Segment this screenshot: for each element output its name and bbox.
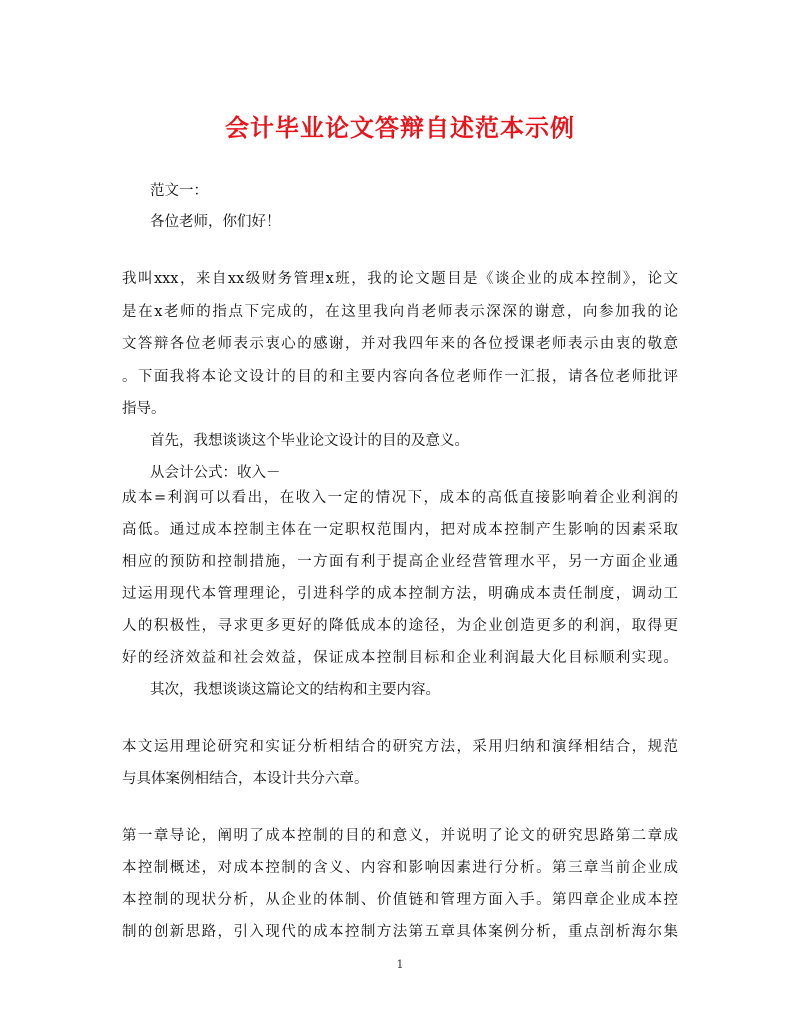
text-line: 过运用现代本管理理论，引进科学的成本控制方法，明确成本责任制度，调动工 <box>122 586 678 602</box>
text-line: 相应的预防和控制措施，一方面有利于提高企业经营管理水平，另一方面企业通 <box>122 554 678 570</box>
text-line: 指导。 <box>122 401 166 417</box>
text-line: 人的积极性，寻求更多更好的降低成本的途径，为企业创造更多的利润，取得更 <box>122 618 678 634</box>
text-line: 高低。通过成本控制主体在一定职权范围内，把对成本控制产生影响的因素采取 <box>122 522 678 538</box>
text-line: 好的经济效益和社会效益，保证成本控制目标和企业利润最大化目标顺利实现。 <box>122 650 678 666</box>
text-line: 从会计公式：收入－ <box>150 465 281 481</box>
text-line: 制的创新思路，引入现代的成本控制方法第五章具体案例分析，重点剖析海尔集 <box>122 924 678 940</box>
text-line: 是在x老师的指点下完成的，在这里我向肖老师表示深深的谢意，向参加我的论 <box>122 304 678 320</box>
text-line: 本控制的现状分析，从企业的体制、价值链和管理方面入手。第四章企业成本控 <box>122 892 678 908</box>
text-line: 文答辩各位老师表示衷心的感谢，并对我四年来的各位授课老师表示由衷的敬意 <box>122 336 678 352</box>
text-line: 其次，我想谈谈这篇论文的结构和主要内容。 <box>150 682 440 698</box>
text-line: 本文运用理论研究和实证分析相结合的研究方法，采用归纳和演绎相结合，规范 <box>122 739 678 755</box>
text-line: 第一章导论，阐明了成本控制的目的和意义，并说明了论文的研究思路第二章成 <box>122 828 678 844</box>
text-line: 。下面我将本论文设计的目的和主要内容向各位老师作一汇报，请各位老师批评 <box>122 369 678 385</box>
text-line: 各位老师，你们好！ <box>150 214 281 230</box>
text-line: 成本=利润可以看出，在收入一定的情况下，成本的高低直接影响着企业利润的 <box>122 490 678 506</box>
text-line: 我叫xxx，来自xx级财务管理x班，我的论文题目是《谈企业的成本控制》，论文 <box>122 271 678 287</box>
page-number: 1 <box>396 958 404 971</box>
text-line: 范文一： <box>150 183 208 199</box>
text-line: 本控制概述，对成本控制的含义、内容和影响因素进行分析。第三章当前企业成 <box>122 860 678 876</box>
page-title: 会计毕业论文答辩自述范本示例 <box>225 113 575 142</box>
text-line: 首先，我想谈谈这个毕业论文设计的目的及意义。 <box>150 433 469 449</box>
text-line: 与具体案例相结合，本设计共分六章。 <box>122 771 369 787</box>
